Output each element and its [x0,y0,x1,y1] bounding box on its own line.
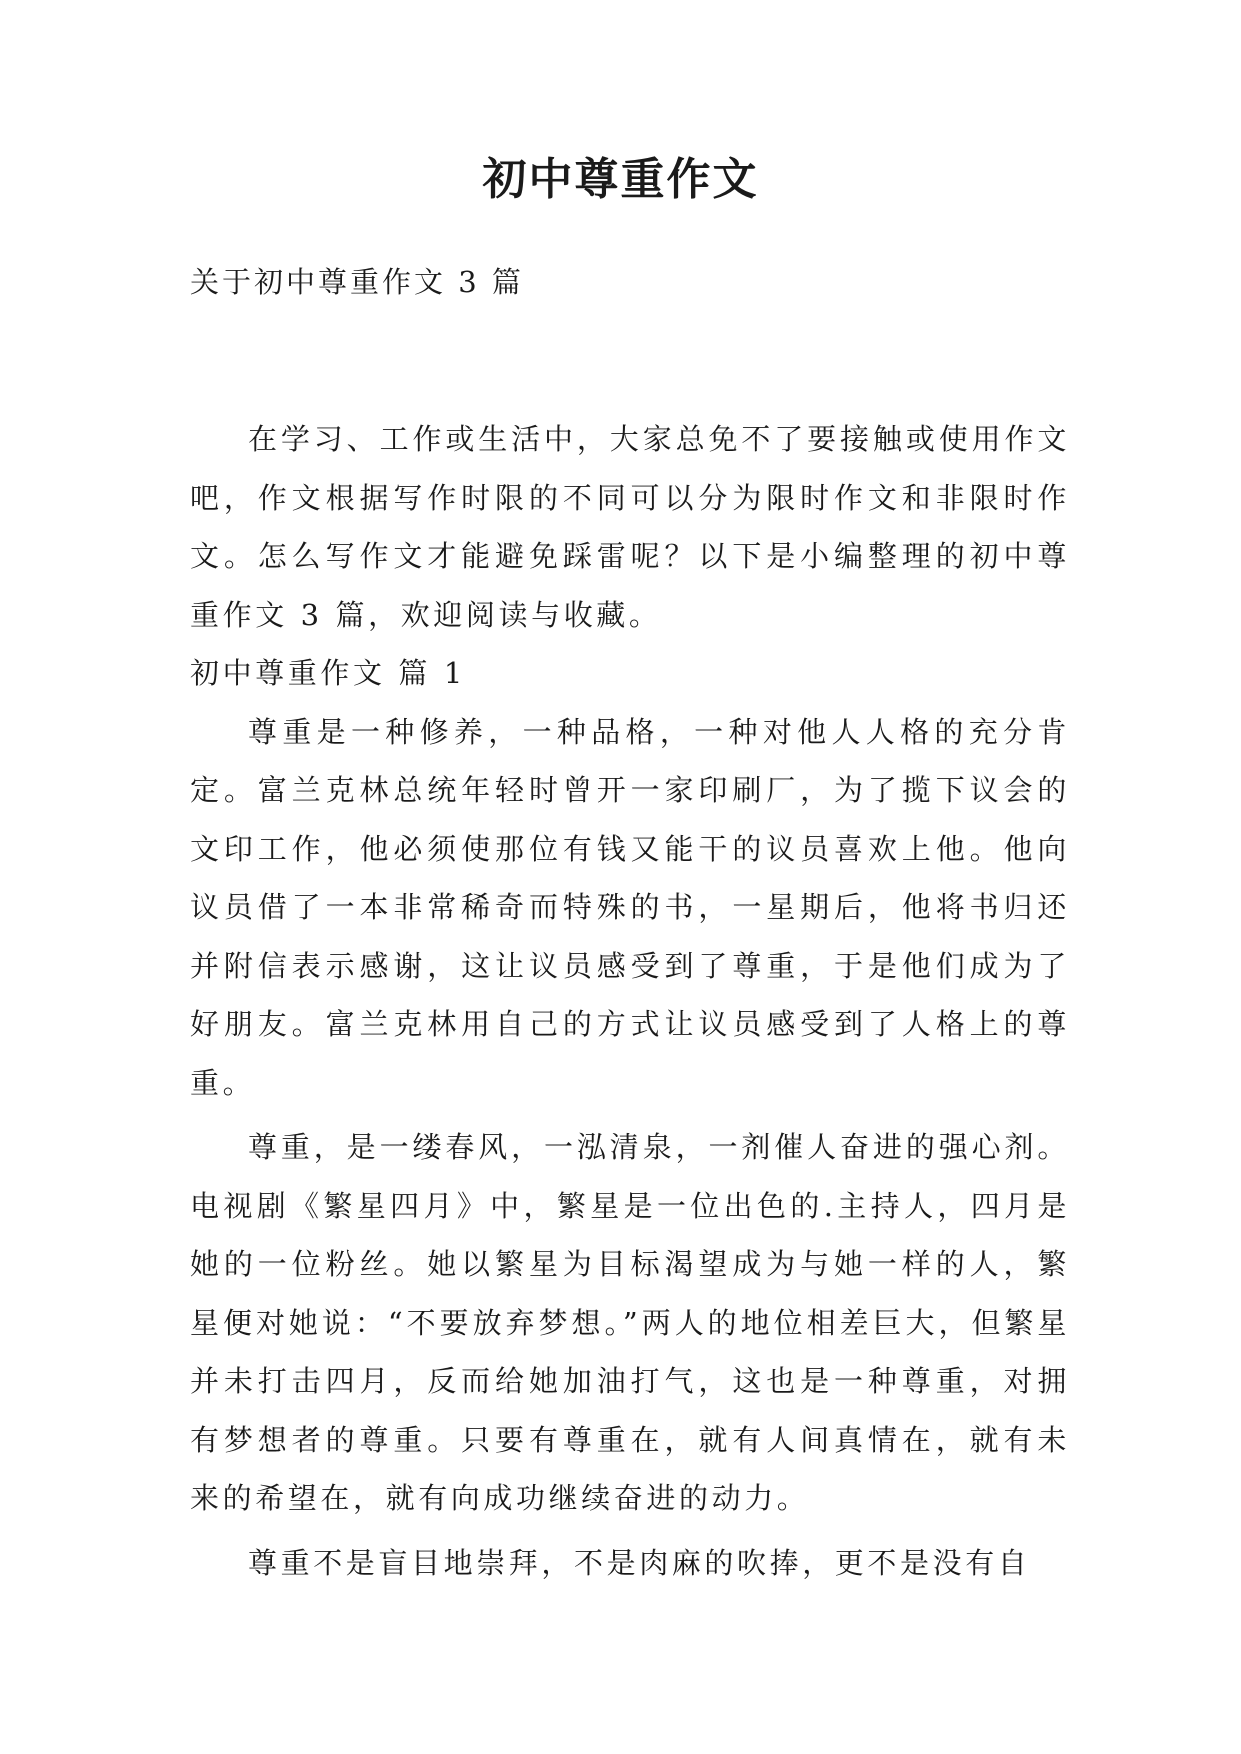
section-heading: 初中尊重作文 篇 1 [190,656,466,690]
body-paragraph-2: 尊重，是一缕春风，一泓清泉，一剂催人奋进的强心剂。电视剧《繁星四月》中，繁星是一位出色的.主持人，四月是她的一位粉丝。她以繁星为目标渴望成为与她一样的人，繁星便对她说：“不要放弃梦想。”两人的地位相差巨大，但繁星并未打击四月，反而给她加油打气，这也是一种尊重，对拥有梦想者的尊重。只要有尊重在，就有人间真情在，就有未来的希望在，就有向成功继续奋进的动力。 [190,1130,1070,1515]
document-subtitle: 关于初中尊重作文 3 篇 [190,265,524,299]
intro-paragraph: 在学习、工作或生活中，大家总免不了要接触或使用作文吧，作文根据写作时限的不同可以分为限时作文和非限时作文。怎么写作文才能避免踩雷呢？以下是小编整理的初中尊重作文 3 篇，欢迎阅读与收藏。 [190,422,1070,632]
body-paragraph-1: 尊重是一种修养，一种品格，一种对他人人格的充分肯定。富兰克林总统年轻时曾开一家印刷厂，为了揽下议会的文印工作，他必须使那位有钱又能干的议员喜欢上他。他向议员借了一本非常稀奇而特殊的书，一星期后，他将书归还并附信表示感谢，这让议员感受到了尊重，于是他们成为了好朋友。富兰克林用自己的方式让议员感受到了人格上的尊重。 [190,714,1070,1100]
body-paragraph-3: 尊重不是盲目地崇拜，不是肉麻的吹捧，更不是没有自 [248,1545,1031,1580]
document-body [190,410,1070,1592]
document-title: 初中尊重作文 [482,154,759,205]
